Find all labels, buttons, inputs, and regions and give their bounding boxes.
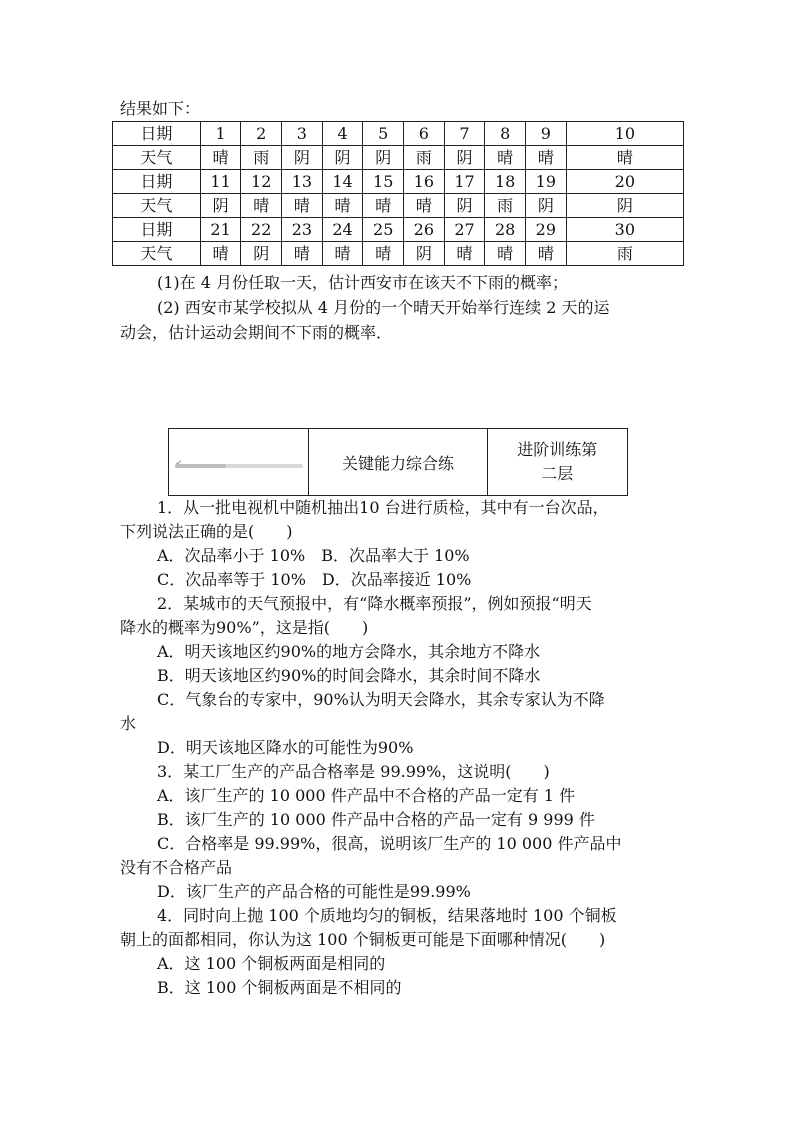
table-cell: 雨	[566, 242, 683, 266]
table-cell: 晴	[363, 194, 404, 218]
table-cell: 4	[322, 122, 363, 146]
q1-options-ab: A．次品率小于 10% B．次品率大于 10%	[157, 546, 470, 565]
progress-bar-fill	[175, 464, 226, 468]
table-cell: 晴	[526, 146, 567, 170]
table-cell: 2	[241, 122, 282, 146]
table-cell: 17	[444, 170, 485, 194]
sub-question-2-line1: (2) 西安市某学校拟从 4 月份的一个晴天开始举行连续 2 天的运	[157, 298, 610, 317]
table-cell: 10	[566, 122, 683, 146]
q3-option-d: D．该厂生产的产品合格的可能性是99.99%	[157, 882, 471, 901]
q4-stem-line1: 4．同时向上抛 100 个质地均匀的铜板，结果落地时 100 个铜板	[157, 906, 617, 925]
q1-options-cd: C．次品率等于 10% D．次品率接近 10%	[157, 570, 472, 589]
table-cell: 8	[485, 122, 526, 146]
table-cell: 5	[363, 122, 404, 146]
table-cell: 20	[566, 170, 683, 194]
table-cell: 晴	[322, 242, 363, 266]
table-row-date	[113, 218, 684, 242]
table-row-weather	[113, 146, 684, 170]
table-cell: 阴	[566, 194, 683, 218]
table-cell: 30	[566, 218, 683, 242]
table-row-weather	[113, 194, 684, 218]
q2-option-d: D．明天该地区降水的可能性为90%	[157, 738, 414, 757]
table-cell: 22	[241, 218, 282, 242]
table-cell: 11	[200, 170, 241, 194]
table-cell: 26	[404, 218, 445, 242]
table-cell: 阴	[444, 146, 485, 170]
table-cell: 18	[485, 170, 526, 194]
table-cell: 3	[282, 122, 323, 146]
q4-option-b: B．这 100 个铜板两面是不相同的	[157, 978, 402, 997]
table-cell: 阴	[282, 146, 323, 170]
table-cell: 13	[282, 170, 323, 194]
table-cell: 15	[363, 170, 404, 194]
table-row-date	[113, 170, 684, 194]
table-cell: 1	[200, 122, 241, 146]
table-cell: 晴	[241, 194, 282, 218]
q3-option-b: B．该厂生产的 10 000 件产品中合格的产品一定有 9 999 件	[157, 810, 595, 829]
q2-option-c-line2: 水	[120, 714, 137, 733]
progress-bar	[175, 464, 303, 468]
table-cell: 晴	[404, 194, 445, 218]
q1-stem-line1: 1．从一批电视机中随机抽出10 台进行质检，其中有一台次品，	[157, 498, 609, 517]
weather-table	[112, 121, 684, 266]
table-cell: 阴	[404, 242, 445, 266]
table-row-label: 日期	[113, 170, 201, 194]
q3-stem: 3．某工厂生产的产品合格率是 99.99%，这说明( )	[157, 762, 550, 781]
table-cell: 7	[444, 122, 485, 146]
q1-stem-line2: 下列说法正确的是( )	[120, 522, 293, 541]
table-cell: 阴	[363, 146, 404, 170]
table-cell: 晴	[282, 242, 323, 266]
table-row-label: 日期	[113, 122, 201, 146]
table-row-weather	[113, 242, 684, 266]
table-cell: 23	[282, 218, 323, 242]
table-cell: 16	[404, 170, 445, 194]
table-cell: 28	[485, 218, 526, 242]
table-cell: 晴	[566, 146, 683, 170]
banner-level	[487, 429, 627, 496]
table-cell: 晴	[444, 242, 485, 266]
q2-option-c-line1: C．气象台的专家中，90%认为明天会降水，其余专家认为不降	[157, 690, 605, 709]
q2-option-a: A．明天该地区约90%的地方会降水，其余地方不降水	[157, 642, 541, 661]
q3-option-c-line1: C．合格率是 99.99%，很高，说明该厂生产的 10 000 件产品中	[157, 834, 622, 853]
sub-question-1: (1)在 4 月份任取一天，估计西安市在该天不下雨的概率；	[157, 273, 569, 292]
table-row-label: 天气	[113, 146, 201, 170]
table-cell: 晴	[526, 242, 567, 266]
table-cell: 雨	[485, 194, 526, 218]
table-cell: 6	[404, 122, 445, 146]
table-cell: 晴	[200, 242, 241, 266]
table-cell: 阴	[241, 242, 282, 266]
q3-option-a: A．该厂生产的 10 000 件产品中不合格的产品一定有 1 件	[157, 786, 576, 805]
table-cell: 9	[526, 122, 567, 146]
table-cell: 阴	[200, 194, 241, 218]
table-cell: 14	[322, 170, 363, 194]
sub-question-2-line2: 动会，估计运动会期间不下雨的概率．	[120, 323, 393, 342]
table-row-label: 天气	[113, 194, 201, 218]
intro-text: 结果如下：	[120, 99, 201, 118]
table-cell: 24	[322, 218, 363, 242]
q2-option-b: B．明天该地区约90%的时间会降水，其余时间不降水	[157, 666, 541, 685]
table-row-label: 天气	[113, 242, 201, 266]
q2-stem-line1: 2．某城市的天气预报中，有“降水概率预报”，例如预报“明天	[157, 594, 592, 613]
table-cell: 晴	[200, 146, 241, 170]
banner-progress-cell	[169, 429, 309, 496]
table-cell: 27	[444, 218, 485, 242]
table-cell: 雨	[241, 146, 282, 170]
table-row-label: 日期	[113, 218, 201, 242]
q3-option-c-line2: 没有不合格产品	[120, 858, 233, 877]
table-cell: 29	[526, 218, 567, 242]
table-cell: 25	[363, 218, 404, 242]
table-cell: 晴	[322, 194, 363, 218]
table-cell: 晴	[485, 242, 526, 266]
table-row-date	[113, 122, 684, 146]
table-cell: 21	[200, 218, 241, 242]
table-cell: 晴	[485, 146, 526, 170]
banner-title: 关键能力综合练	[309, 429, 487, 496]
banner-level-line2: 二层	[541, 464, 574, 483]
table-cell: 晴	[363, 242, 404, 266]
table-cell: 阴	[526, 194, 567, 218]
table-cell: 阴	[322, 146, 363, 170]
section-banner	[168, 428, 628, 496]
table-cell: 12	[241, 170, 282, 194]
table-cell: 19	[526, 170, 567, 194]
table-cell: 晴	[282, 194, 323, 218]
table-cell: 阴	[444, 194, 485, 218]
q4-option-a: A．这 100 个铜板两面是相同的	[157, 954, 386, 973]
q4-stem-line2: 朝上的面都相同，你认为这 100 个铜板更可能是下面哪种情况( )	[120, 930, 606, 949]
table-cell: 雨	[404, 146, 445, 170]
q2-stem-line2: 降水的概率为90%”，这是指( )	[120, 618, 369, 637]
banner-level-line1: 进阶训练第	[517, 440, 598, 459]
